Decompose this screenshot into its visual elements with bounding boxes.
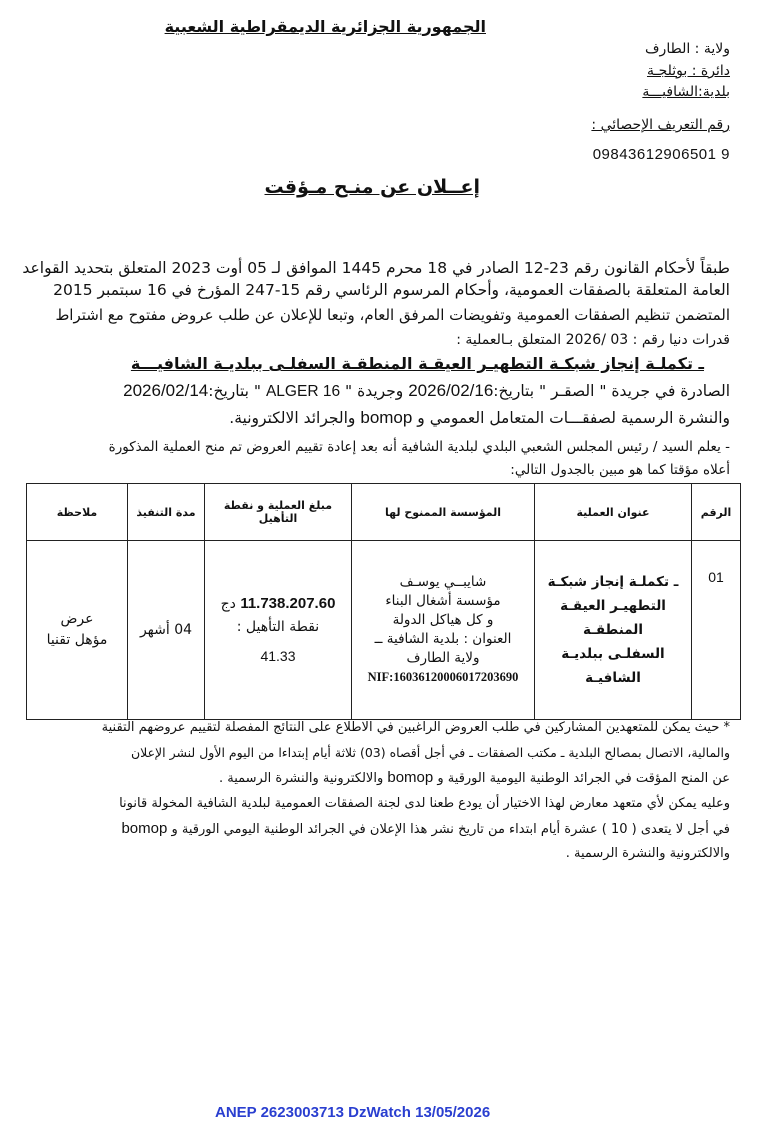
closing-line-5: [121, 817, 730, 842]
header-operation: عنوان العملية: [535, 484, 692, 541]
closing-text-5a: في أجل لا يتعدى ( 10 ) عشرة أيام ابتداء من تاريخ نشر هذا الإعلان في الجرائد الوطنية اليومي الورقية و: [171, 822, 730, 837]
publication-paper-2: ALGER 16: [265, 383, 341, 400]
cell-duration: 04 أشهر: [128, 541, 205, 720]
cell-remark: [27, 541, 128, 720]
amount-unit: دج: [220, 596, 236, 612]
header-remark: ملاحظة: [27, 484, 128, 541]
publication-text-e: والجرائد الالكترونية.: [229, 409, 356, 427]
header-num: الرقم: [692, 484, 741, 541]
publication-text-d: والنشرة الرسمية لصفقـــات المتعامل العمومي و: [417, 409, 730, 427]
cell-company: [352, 541, 535, 720]
intro-line-2: العامة المتعلقة بالصفقات العمومية، وأحكام المرسوم الرئاسي رقم 15-247 المؤرخ في 16 سبتمبر 2015: [53, 281, 730, 299]
header-duration: مدة التنفيذ: [128, 484, 205, 541]
document-title: إعــلان عن منـح مـؤقت: [264, 176, 480, 198]
company-line-4: العنوان : بلدية الشافية ــ: [374, 631, 512, 647]
stat-id-number: 09843612906501 9: [592, 146, 730, 163]
operation-line-2: التطهيـر العيقـة المنطقـة: [560, 598, 666, 638]
publication-line-2: [229, 408, 730, 428]
operation-line-1: ـ تكملـة إنجاز شبكـة: [547, 574, 679, 590]
closing-bomop-1: bomop: [387, 769, 434, 786]
table-header-row: [27, 484, 741, 541]
remark-line-2: مؤهل تقنيا: [46, 632, 108, 648]
company-nif: NIF:16036120006017203690: [367, 670, 519, 684]
notice-line-1: - يعلم السيد / رئيس المجلس الشعبي البلدي لبلدية الشافية أنه بعد إعادة تقييم العروض تم منح العملية المذكورة: [108, 439, 730, 455]
intro-line-1: طبقاً لأحكام القانون رقم 23-12 الصادر في 18 محرم 1445 الموافق لـ 05 أوت 2023 المتعلق بتحديد القواعد: [22, 259, 730, 277]
intro-line-3: المتضمن تنظيم الصفقات العمومية وتفويضات المرفق العام، وتبعا للإعلان عن طلب عروض مفتوح مع اشتراط: [55, 306, 730, 324]
header-amount: مبلغ العملية و نقطة التأهيل: [205, 484, 352, 541]
publication-line-1: [123, 381, 730, 402]
wilaya-label: ولاية : الطارف: [645, 41, 730, 57]
commune-label: بلدية:الشافيـــة: [642, 84, 730, 100]
closing-line-6: والالكترونية والنشرة الرسمية .: [565, 846, 730, 861]
amount-value: 11.738.207.60: [240, 595, 336, 612]
operation-subject: ـ تكملـة إنجاز شبكـة التطهيـر العيقـة المنطقـة السفلـى ببلديـة الشافيـــة: [130, 354, 704, 373]
cell-amount: [205, 541, 352, 720]
bomop-label: bomop: [360, 408, 413, 427]
publication-text-b: وجريدة ": [345, 382, 404, 400]
daira-label: دائرة : بوثلجـة: [646, 63, 730, 79]
operation-line-3: السفلـى ببلديـة الشافيـة: [561, 646, 665, 686]
company-line-3: و كل هياكل الدولة: [392, 612, 494, 628]
stat-id-label: رقم التعريف الإحصائي :: [591, 117, 730, 133]
closing-line-4: وعليه يمكن لأي متعهد معارض لهذا الاختيار أن يودع طعنا لدى لجنة الصفقات العمومية لبلدية الشافية المخولة قانونا: [119, 796, 730, 811]
closing-text-3b: والالكترونية والنشرة الرسمية .: [218, 771, 384, 786]
closing-line-1: * حيث يمكن للمتعهدين المشاركين في طلب العروض الراغبين في الاطلاع على النتائج المفصلة لتقييم عروضهم التقنية: [101, 720, 730, 735]
company-line-2: مؤسسة أشغال البناء: [385, 593, 501, 609]
closing-line-2: والمالية، الاتصال بمصالح البلدية ـ مكتب الصفقات ـ في أجل أقصاه (03) ثلاثة أيام إبتداءا من اليوم الأول لنشر الإعلان: [130, 745, 730, 760]
closing-text-3a: عن المنح المؤقت في الجرائد الوطنية اليومية الورقية و: [437, 771, 730, 786]
publication-text-c: " بتاريخ:: [208, 382, 262, 400]
cell-num: 01: [692, 541, 741, 720]
closing-line-3: [219, 766, 730, 791]
header-company: المؤسسة الممنوح لها: [352, 484, 535, 541]
publication-date-1: 2026/02/16: [408, 381, 494, 400]
table-row: [27, 541, 741, 720]
remark-line-1: عرض: [60, 611, 94, 627]
amount-line: [207, 592, 349, 616]
closing-bomop-2: bomop: [121, 820, 168, 837]
intro-line-4: قدرات دنيا رقم : 03 /2026 المتعلق بـالعملية :: [456, 332, 730, 348]
publication-text-a: الصادرة في جريدة " الصقـر " بتاريخ:: [493, 382, 730, 400]
company-line-5: ولاية الطارف: [406, 650, 480, 666]
publication-date-2: 2026/02/14: [123, 381, 209, 400]
score-label: نقطة التأهيل :: [236, 619, 320, 635]
republic-heading: الجمهورية الجزائرية الديمقراطية الشعبية: [164, 17, 486, 36]
company-line-1: شايبــي يوسـف: [399, 574, 487, 590]
footer-reference: ANEP 2623003713 DzWatch 13/05/2026: [215, 1104, 491, 1121]
award-table: [26, 483, 741, 720]
score-value: 41.33: [260, 648, 296, 664]
notice-line-2: أعلاه مؤقتا كما هو مبين بالجدول التالي:: [510, 462, 730, 478]
cell-operation: [535, 541, 692, 720]
